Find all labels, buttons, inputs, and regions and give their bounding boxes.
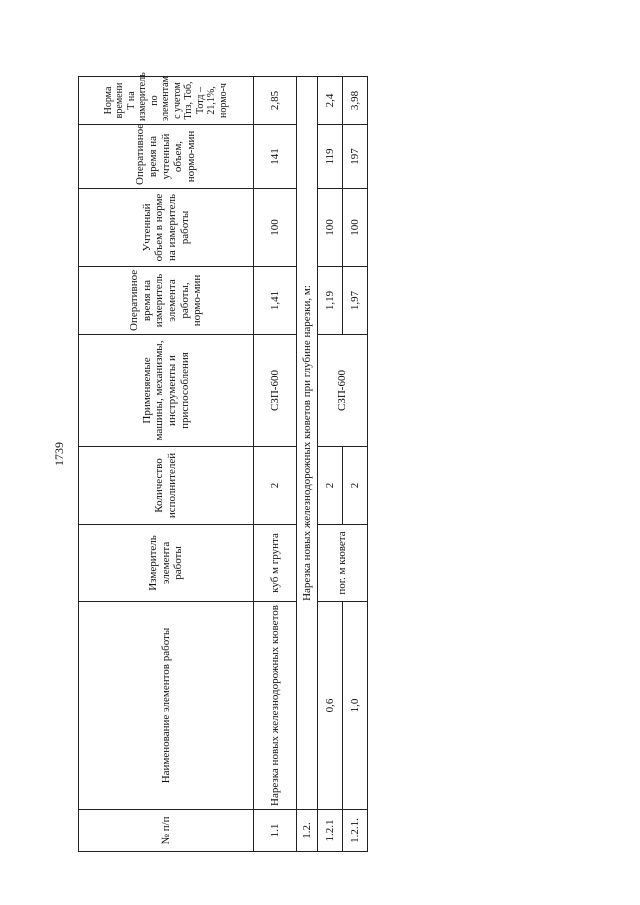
table-row (254, 77, 297, 852)
cell-num: 1.2.1. (343, 810, 368, 852)
cell-volume: 100 (343, 189, 368, 267)
table-row (297, 77, 318, 852)
cell-num: 1.2.1 (318, 810, 343, 852)
rotated-table-wrapper (78, 72, 361, 852)
cell-name: Нарезка новых железнодорожных кюветов (254, 602, 297, 810)
page-number: 1739 (52, 442, 66, 466)
table-row (318, 77, 343, 852)
header-norm: Норма времени Т на измеритель по элементам с учетом Тпз, Тоб, Тотд – 21,1%, нормо-ч (79, 77, 254, 125)
cell-norm: 2,4 (318, 77, 343, 125)
table-header-row (79, 77, 254, 852)
header-name: Наименование элементов работы (79, 602, 254, 810)
header-num: № п/п (79, 810, 254, 852)
cell-op-time: 1,97 (343, 267, 368, 335)
header-workers: Количество исполнителей (79, 447, 254, 525)
section-title: Нарезка новых железнодорожных кюветов при глубине нарезки, м: (297, 77, 318, 810)
cell-op-time: 1,41 (254, 267, 297, 335)
header-volume: Учтенный объем в норме на измеритель работы (79, 189, 254, 267)
cell-volume: 100 (318, 189, 343, 267)
cell-norm: 2,85 (254, 77, 297, 125)
cell-op-time-volume: 197 (343, 125, 368, 189)
cell-workers: 2 (254, 447, 297, 525)
cell-volume: 100 (254, 189, 297, 267)
header-meter: Измеритель элемента работы (79, 525, 254, 602)
cell-num: 1.1 (254, 810, 297, 852)
cell-machine: СЗП-600 (318, 335, 368, 447)
cell-name: 1,0 (343, 602, 368, 810)
cell-num: 1.2. (297, 810, 318, 852)
header-op-time: Оперативное время на измеритель элемента работы, нормо-мин (79, 267, 254, 335)
cell-meter: пог. м кювета (318, 525, 368, 602)
cell-machine: СЗП-600 (254, 335, 297, 447)
cell-op-time-volume: 119 (318, 125, 343, 189)
norms-table (78, 72, 368, 852)
cell-workers: 2 (343, 447, 368, 525)
cell-meter: куб м грунта (254, 525, 297, 602)
cell-op-time-volume: 141 (254, 125, 297, 189)
cell-norm: 3,98 (343, 77, 368, 125)
header-machines: Применяемые машины, механизмы, инструменты и приспособления (79, 335, 254, 447)
header-op-time-volume: Оперативное время на учтенный объем, нормо-мин (79, 125, 254, 189)
cell-workers: 2 (318, 447, 343, 525)
table-row (343, 77, 368, 852)
cell-name: 0,6 (318, 602, 343, 810)
cell-op-time: 1,19 (318, 267, 343, 335)
